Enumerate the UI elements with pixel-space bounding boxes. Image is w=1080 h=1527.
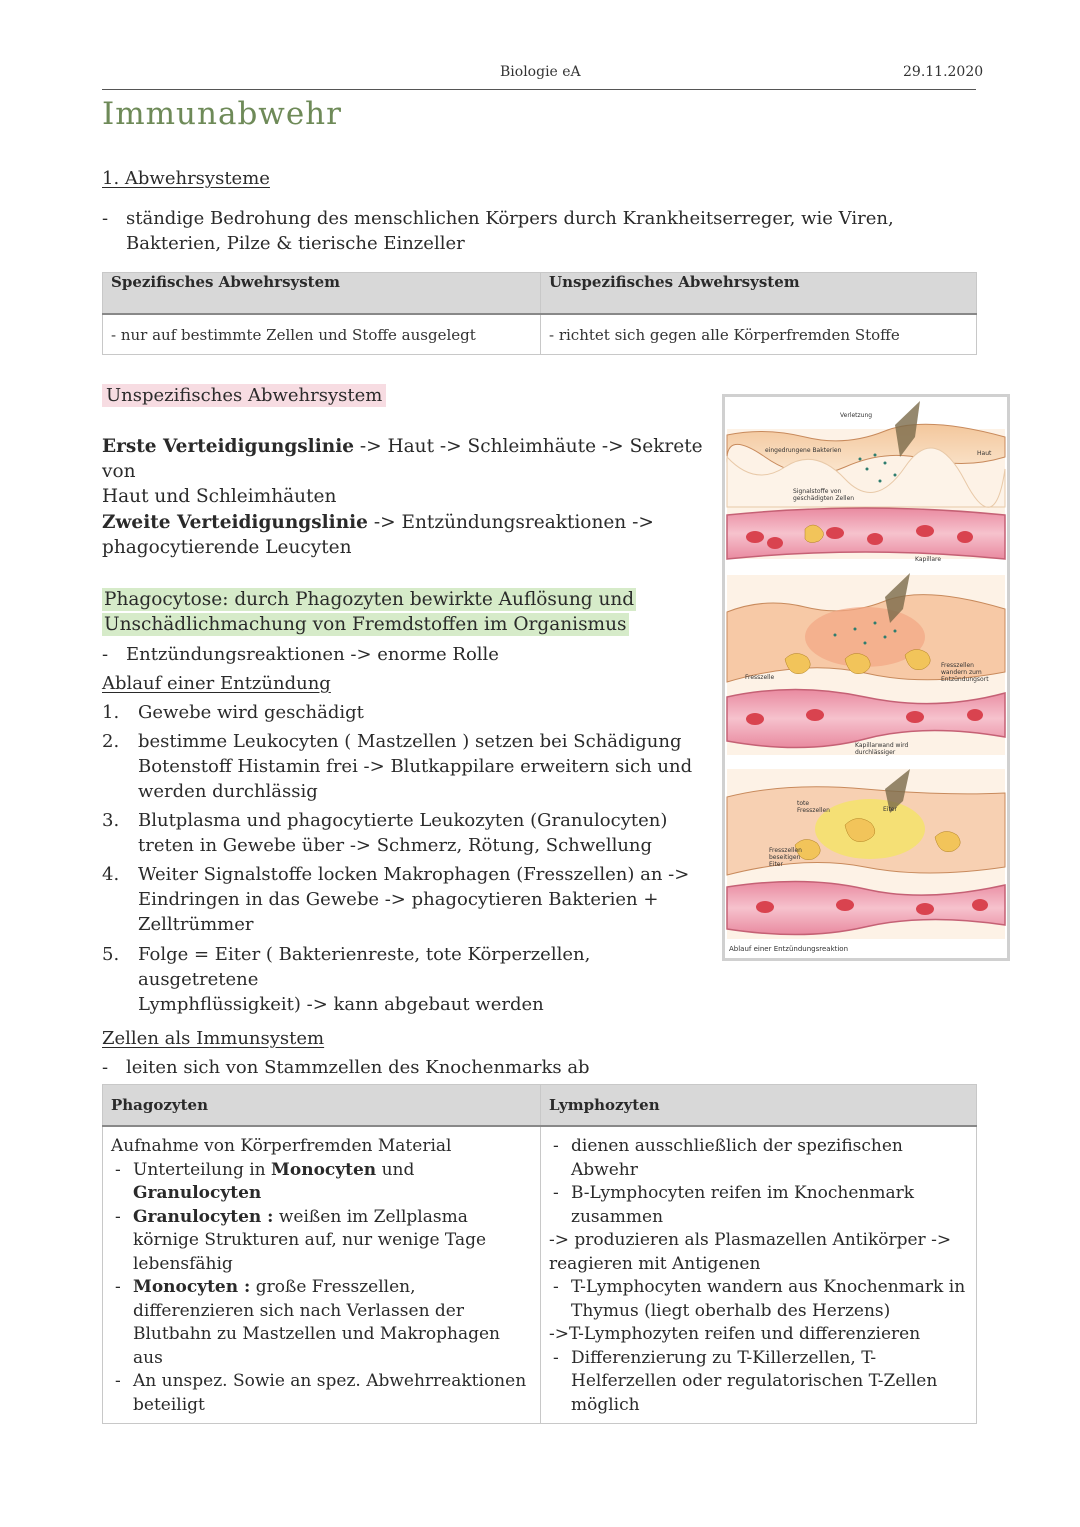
phago-line2: Unschädlichmachung von Fremdstoffen im Organismus — [104, 614, 627, 635]
header-divider — [102, 89, 976, 90]
ablauf-list: 1. Gewebe wird geschädigt 2. bestimme Leukocyten ( Mastzellen ) setzen bei Schädigung Botenstoff Histamin frei -> Blutkappilare erweitern sich und werden durchlässig 3. Blutplasma und phagocytierte Leukozyten (Granulocyten) treten in Gewebe über -> Schmerz, Rötung, Schwellung 4. Weiter Signalstoffe locken Makrophagen (Fresszellen) an -> Eindringen in das Gewebe -> phagocytieren Bakterien + Zelltrümmer 5. Folge = Eiter ( Bakterienreste, tote Körperzellen, ausgetretene Lymphflüssigkeit) -> kann abgebaut werden — [102, 702, 693, 1015]
list-item: -> produzieren als Plasmazellen Antikörper -> reagieren mit Antigenen — [549, 1230, 952, 1274]
list-item: - T-Lymphocyten wandern aus Knochenmark in Thymus (liegt oberhalb des Herzens) — [549, 1276, 968, 1323]
label-verletzung: Verletzung — [840, 412, 873, 419]
list-item: - Differenzierung zu T-Killerzellen, T-Helferzellen oder regulatorischen T-Zellen möglich — [549, 1347, 968, 1418]
zweite-label: Zweite Verteidigungslinie — [102, 512, 368, 533]
list-item: ->T-Lymphozyten reifen und differenzieren — [549, 1324, 921, 1344]
bullet-entzuendung: - Entzündungsreaktionen -> enorme Rolle — [102, 644, 499, 665]
label-wandern-3: Entzündungsort — [941, 676, 989, 683]
list-item: - An unspez. Sowie an spez. Abwehrreaktionen beteiligt — [111, 1370, 532, 1417]
label-signal-1: Signalstoffe von — [793, 488, 842, 495]
list-item: - dienen ausschließlich der spezifischen Abwehr — [549, 1135, 968, 1182]
label-wandern-1: Fresszellen — [941, 662, 974, 669]
entzuendung-illustration — [725, 397, 1007, 958]
list-item: - Monocyten : große Fresszellen, differenzieren sich nach Verlassen der Blutbahn zu Mastzellen und Makrophagen aus — [111, 1276, 532, 1370]
label-tote-1: tote — [797, 800, 810, 807]
page-title: Immunabwehr — [102, 96, 342, 132]
phagocytose-definition — [102, 587, 636, 637]
panel-3 — [727, 769, 1005, 939]
zellen-table — [102, 1084, 977, 1424]
table-cell-lymphozyten — [541, 1126, 977, 1424]
table-cell: - richtet sich gegen alle Körperfremden Stoffe — [541, 314, 977, 355]
erste-label: Erste Verteidigungslinie — [102, 436, 354, 457]
label-beseitigen-3: Eiter — [769, 861, 783, 868]
abwehrsystem-table — [102, 272, 977, 355]
header-date: 29.11.2020 — [903, 64, 984, 80]
table-cell-phagozyten — [103, 1126, 541, 1424]
erste-verteidigungslinie — [102, 434, 712, 509]
zweite-verteidigungslinie — [102, 510, 712, 560]
list-item: - B-Lymphocyten reifen im Knochenmark zusammen — [549, 1182, 968, 1229]
phago-line1: Phagocytose: durch Phagozyten bewirkte Auflösung und — [104, 589, 635, 610]
label-wandern-2: wandern zum — [941, 669, 982, 676]
label-haut: Haut — [977, 450, 992, 457]
table-header: Spezifisches Abwehrsystem — [103, 273, 541, 315]
bullet-bedrohung-line1: ständige Bedrohung des menschlichen Körpers durch Krankheitserreger, wie Viren, — [126, 208, 894, 229]
entzuendung-figure — [722, 394, 1010, 961]
table-header: Phagozyten — [103, 1085, 541, 1127]
erste-rest: -> Haut -> Schleimhäute -> Sekrete von — [102, 436, 703, 482]
table-header: Unspezifisches Abwehrsystem — [541, 273, 977, 315]
list-item: - Granulocyten : weißen im Zellplasma körnige Strukturen auf, nur wenige Tage lebensfähig — [111, 1206, 532, 1277]
label-bakterien: eingedrungene Bakterien — [765, 447, 842, 454]
table-cell: - nur auf bestimmte Zellen und Stoffe ausgelegt — [103, 314, 541, 355]
panel-1 — [727, 401, 1005, 563]
ablauf-heading: Ablauf einer Entzündung — [102, 673, 331, 694]
figure-caption: Ablauf einer Entzündungsreaktion — [729, 945, 849, 953]
label-kapwand-1: Kapillarwand wird — [855, 742, 909, 749]
zellen-heading: Zellen als Immunsystem — [102, 1028, 325, 1049]
zweite-line2: phagocytierende Leucyten — [102, 537, 352, 558]
label-beseitigen-1: Fresszellen — [769, 847, 802, 854]
zweite-rest: -> Entzündungsreaktionen -> — [367, 512, 654, 533]
label-tote-2: Fresszellen — [797, 807, 830, 814]
bullet-bedrohung-line2: Bakterien, Pilze & tierische Einzeller — [126, 233, 465, 254]
unspez-heading — [102, 383, 386, 408]
phago-intro: Aufnahme von Körperfremden Material — [111, 1136, 452, 1156]
unspez-heading-text: Unspezifisches Abwehrsystem — [102, 384, 386, 407]
label-beseitigen-2: beseitigen — [769, 854, 801, 861]
label-fresszelle: Fresszelle — [745, 674, 775, 681]
bullet-stammzellen: - leiten sich von Stammzellen des Knochenmarks ab — [102, 1057, 590, 1078]
label-signal-2: geschädigten Zellen — [793, 495, 855, 502]
header-subject: Biologie eA — [500, 64, 581, 80]
label-kapillare: Kapillare — [915, 556, 942, 563]
bullet-stammzellen-text: leiten sich von Stammzellen des Knochenmarks ab — [126, 1057, 590, 1078]
bullet-bedrohung: - ständige Bedrohung des menschlichen Körpers durch Krankheitserreger, wie Viren, Bakterien, Pilze & tierische Einzeller — [102, 206, 982, 256]
erste-line2: Haut und Schleimhäuten — [102, 486, 337, 507]
label-kapwand-2: durchlässiger — [855, 749, 896, 756]
bullet-entzuendung-text: Entzündungsreaktionen -> enorme Rolle — [126, 644, 499, 665]
list-item: - Unterteilung in Monocyten und Granulocyten — [111, 1159, 532, 1206]
table-header: Lymphozyten — [541, 1085, 977, 1127]
panel-2 — [727, 573, 1005, 756]
label-eiter: Eiter — [883, 806, 897, 813]
section-heading-abwehrsysteme: 1. Abwehrsysteme — [102, 168, 270, 189]
